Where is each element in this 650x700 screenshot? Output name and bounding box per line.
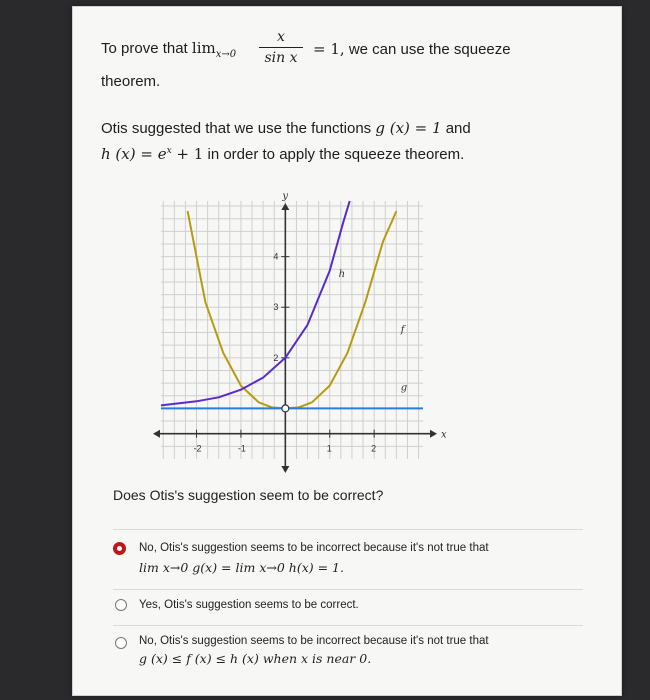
lim-subscript: x→0 [215,49,237,60]
y-tick-label: 4 [273,251,279,262]
y-axis-arrow-down [281,466,289,473]
curve-label-h: h [338,268,346,280]
problem-card [72,6,622,696]
intro-equals: = 1, we can use the squeeze [313,40,511,58]
divider [113,625,583,626]
lim-symbol: lim [191,39,216,57]
x-tick-label: 1 [326,443,332,454]
divider [113,529,583,530]
h-plus-one: + 1 [171,145,204,163]
divider [113,589,583,590]
x-axis-arrow [430,430,437,438]
y-axis-label: y [282,191,288,202]
h-exponent: x [166,146,172,156]
fraction [259,29,303,66]
fraction-denominator: sin x [264,50,298,66]
x-axis-arrow-left [153,430,160,438]
option-2-line1[interactable]: Yes, Otis's suggestion seems to be correct. [139,599,359,611]
option-2-radio[interactable] [115,599,127,611]
option-1-line1[interactable]: No, Otis's suggestion seems to be incorrect because it's not true that [139,542,489,554]
function-graph [113,187,473,487]
intro-line2: theorem. [101,73,161,90]
curve-label-g: g [400,382,408,394]
option-1-line2[interactable]: lim x→0 g(x) = lim x→0 h(x) = 1. [139,560,344,575]
y-tick-label: 3 [273,302,279,313]
suggestion-line2: h $(x) = e^x + 1$ in order to apply the squeeze theorem. [101,145,465,163]
g-definition: g (x) = 1 [375,119,442,137]
x-tick-label: -2 [193,443,202,454]
intersection-point [282,405,289,412]
x-tick-label: -1 [237,443,246,454]
y-tick-label: 2 [273,352,279,363]
option-1-radio[interactable] [113,542,126,555]
x-tick-label: 2 [371,443,377,454]
question-text: Does Otis's suggestion seem to be correct? [113,487,384,503]
x-axis-label: x [441,429,447,441]
fraction-numerator: x [277,29,285,45]
curve-label-f: f [400,324,405,336]
h-definition: h (x) = e [101,145,167,163]
option-3-line1[interactable]: No, Otis's suggestion seems to be incorrect because it's not true that [139,635,489,647]
option-3-line2[interactable]: g (x) ≤ f (x) ≤ h (x) when x is near 0. [139,651,372,666]
intro-lead: To prove that $\lim_{x\to 0}$ [101,39,237,60]
option-3-radio[interactable] [115,637,127,649]
suggestion-line1: Otis suggested that we use the functions g (x) = 1 and [101,119,471,137]
